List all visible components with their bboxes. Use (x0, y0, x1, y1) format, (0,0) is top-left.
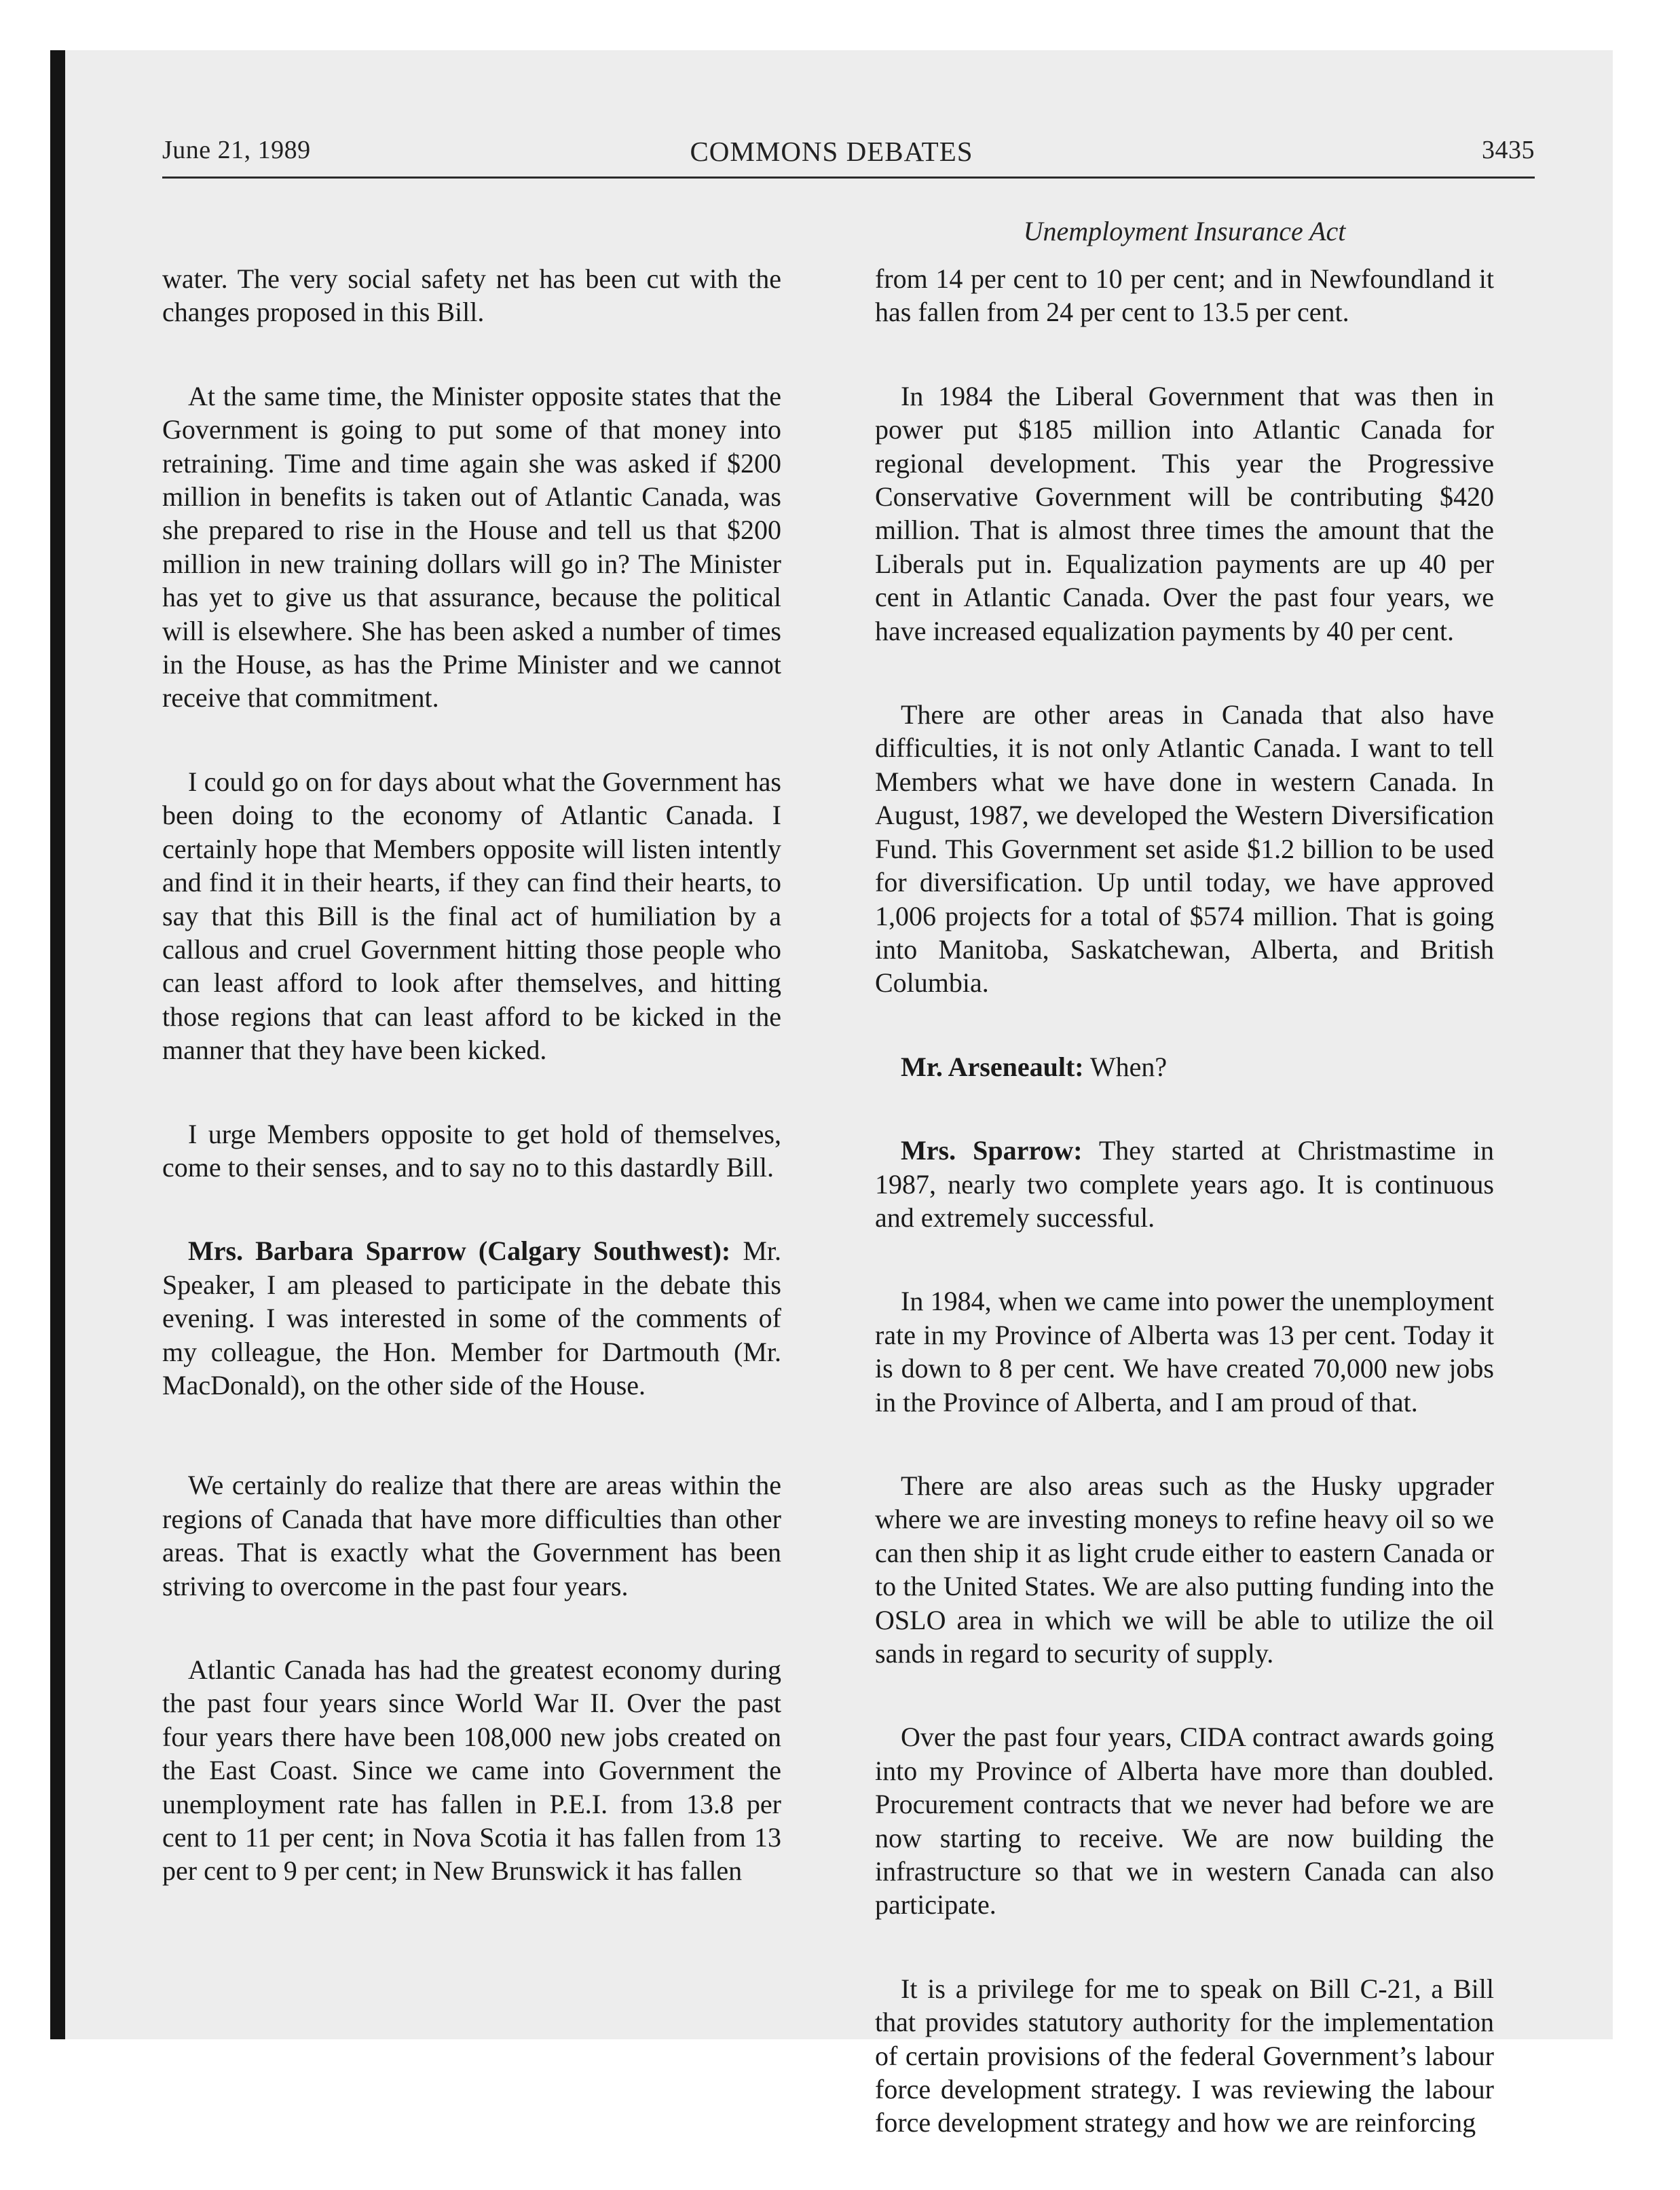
paragraph: In 1984 the Liberal Government that was then in power put $185 million into Atlantic Canada for regional development. This year the Progressive Conservative Government will be contributing $420 million. That is almost three times the amount that the Liberals put in. Equalization payments are up 40 per cent in Atlantic Canada. Over the past four years, we have increased equalization payments by 40 per cent. (875, 380, 1494, 646)
speaker-name: Mrs. Barbara Sparrow (Calgary Southwest): (188, 1236, 731, 1267)
speech-paragraph (875, 1134, 1494, 1234)
paragraph: In 1984, when we came into power the unemployment rate in my Province of Alberta was 13 per cent. Today it is down to 8 per cent. We have created 70,000 new jobs in the Province of Alberta, and I am proud of that. (875, 1286, 1494, 1417)
speech-text: They started at Christmastime in 1987, nearly two complete years ago. It is continuous and extremely successful. (875, 1135, 1495, 1233)
paragraph: At the same time, the Minister opposite states that the Government is going to put some of that money into retraining. Time and time again she was asked if $200 million in benefits is taken out of Atlantic Canada, was she prepared to rise in the House and tell us that $200 million in new training dollars will go in? The Minister has yet to give us that assurance, because the political will is elsewhere. She has been asked a number of times in the House, as has the Prime Minister and we cannot receive that commitment. (162, 380, 781, 713)
paragraph: There are also areas such as the Husky upgrader where we are investing moneys to refine heavy oil so we can then ship it as light crude either to eastern Canada or to the United States. We are also putting funding into the OSLO area in which we will be able to utilize the oil sands in regard to security of supply. (875, 1470, 1494, 1669)
paragraph: There are other areas in Canada that also have difficulties, it is not only Atlantic Canada. I want to tell Members what we have done in western Canada. In August, 1987, we developed the Western Diversification Fund. This Government set aside $1.2 billion to be used for diversification. Up until today, we have approved 1,006 projects for a total of $574 million. That is going into Manitoba, Saskatchewan, Alberta, and British Columbia. (875, 699, 1494, 999)
header-title: COMMONS DEBATES (690, 136, 973, 167)
left-column (162, 262, 781, 1938)
running-title: Unemployment Insurance Act (1023, 216, 1346, 246)
speaker-name: Mrs. Sparrow: (901, 1135, 1083, 1166)
speech-text: When? (1083, 1051, 1168, 1082)
header-date: June 21, 1989 (162, 136, 311, 164)
paragraph: It is a privilege for me to speak on Bill C-21, a Bill that provides statutory authority for the implementation of certain provisions of the federal Government’s labour force development strategy. I was reviewing the labour force development strategy and how we are reinforcing (875, 1973, 1494, 2138)
page-content (50, 50, 1613, 2138)
paragraph: from 14 per cent to 10 per cent; and in Newfoundland it has fallen from 24 per cent to 13.5 per cent. (875, 263, 1494, 328)
speech-paragraph (875, 1050, 1494, 1083)
scanned-page (50, 50, 1613, 2138)
header-rule (162, 177, 1535, 179)
paragraph: I urge Members opposite to get hold of themselves, come to their senses, and to say no to this dastardly Bill. (162, 1118, 781, 1183)
right-column (875, 262, 1494, 2190)
header-page-number: 3435 (1482, 136, 1535, 164)
paragraph: I could go on for days about what the Government has been doing to the economy of Atlantic Canada. I certainly hope that Members opposite will listen intently and find it in their hearts, if they can find their hearts, to say that this Bill is the final act of humiliation by a callous and cruel Government hitting those people who can least afford to look after themselves, and hitting those regions that can least afford to be kicked in the manner that they have been kicked. (162, 766, 781, 1066)
paragraph: We certainly do realize that there are areas within the regions of Canada that have more difficulties than other areas. That is exactly what the Government has been striving to overcome in the past four years. (162, 1470, 781, 1601)
paragraph: Over the past four years, CIDA contract awards going into my Province of Alberta have more than doubled. Procurement contracts that we never had before we are now starting to receive. We are now building the infrastructure so that we in western Canada can also participate. (875, 1722, 1494, 1920)
speaker-name: Mr. Arseneault: (901, 1051, 1084, 1082)
speech-text: Mr. Speaker, I am pleased to participate in the debate this evening. I was interested in some of the comments of my colleague, the Hon. Member for Dartmouth (Mr. MacDonald), on the other side of the House. (162, 1236, 781, 1400)
speech-paragraph (162, 1234, 781, 1402)
paragraph: water. The very social safety net has been cut with the changes proposed in this Bill. (162, 263, 781, 328)
paragraph: Atlantic Canada has had the greatest economy during the past four years since World War II. Over the past four years there have been 108,000 new jobs created on the East Coast. Since we came into Government the unemployment rate has fallen in P.E.I. from 13.8 per cent to 11 per cent; in Nova Scotia it has fallen from 13 per cent to 9 per cent; in New Brunswick it has fallen (162, 1654, 781, 1887)
